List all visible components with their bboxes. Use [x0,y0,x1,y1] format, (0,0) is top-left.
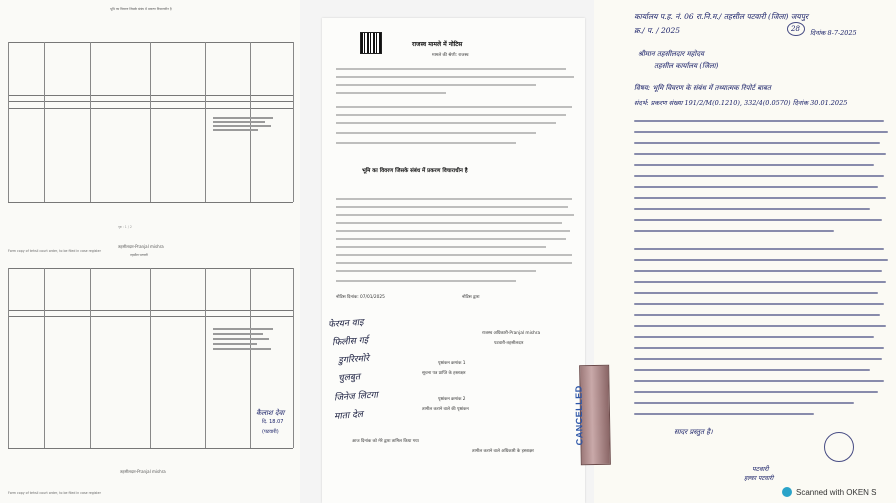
form-header-caption: भूमि का विवरण जिसके संबंध में प्रकरण विचाराधीन है [110,7,172,11]
report-addressee-place: तहसील कार्यालय (जिला) [654,62,719,70]
receipt-1-text: सूचना पत्र प्राप्ति के हस्ताक्षर [422,371,466,376]
serving-officer-sign: तामील कराने वाले अधिकारी के हस्ताक्षर [472,449,534,454]
notice-date: नोटिस दिनांक: 07/01/2025 [336,295,385,300]
signature-5: जिनेज लिटगा [333,390,379,404]
form-cell-text-bottom [213,325,283,353]
report-closing: सादर प्रस्तुत है। [674,428,713,436]
authority-title: पटवारी-तहसीलदार [494,341,524,346]
receipt-2-label: पृष्ठांकन क्रमांक 2 [438,397,466,402]
section-title: भूमि का विवरण जिसके संबंध में प्रकरण विचाराधीन है [362,168,468,174]
form-cell-text [213,115,283,133]
notice-heading: राजस्व मामले में नोटिस [412,41,463,48]
officer-title-top: तहसील पटवारी [130,253,148,257]
patwari-signature: कैलाश देवा [256,409,285,417]
signature-3: डुगरिरमोरे [337,353,370,367]
notice-page [322,18,585,503]
left-form-page [0,0,300,503]
report-header-date: दिनांक 8-7-2025 [810,29,857,37]
signature-6: माता देल [333,409,364,422]
signature-1: फेरयन वाइ [327,317,364,331]
signature-4: चुलबुत [337,372,361,384]
signature-2: फिलीस गई [331,335,369,349]
receipt-1-label: पृष्ठांकन क्रमांक 1 [438,361,466,366]
patwari-signature-role: (पटवारी) [262,429,279,435]
authority-signature: राजस्व अधिकारी-Pranjal mishra [482,331,541,336]
form-footer-top: Form copy of tehsil court order, to be filed in case register [8,249,101,253]
page-number: पृष्ठ : 1 / 2 [118,225,132,229]
notice-subheading: मामले की श्रेणी: राजस्व [432,53,469,58]
report-subject: विषय: भूमि विवरण के संबंध में तथ्यात्मक रिपोर्ट बाबत [634,84,771,92]
report-sign-place: हल्का पटवारी [744,475,774,482]
report-sign-name: पटवारी [752,465,769,473]
qr-code-icon [360,32,382,54]
scanner-watermark: Scanned with OKEN S [796,488,877,497]
service-note: आज दिनांक को मेरे द्वारा तामिल किया गया [352,439,419,444]
handwritten-report-page [594,0,896,503]
report-header-line2: क्र./ प. / 2025 [634,26,681,35]
official-seal-icon [824,432,854,462]
officer-signature-bottom: तहसीलदार-Pranjal mishra [120,469,166,474]
officer-signature-top: तहसीलदार-Pranjal mishra [118,244,164,249]
scanner-logo-icon [782,487,792,497]
notice-seal-label: नोटिस द्वारा [462,295,480,300]
stamp-cancelled-label: CANCELLED [573,385,585,446]
revenue-stamp [573,365,611,466]
patwari-signature-date: दि. 18.07 [262,419,284,425]
report-header-line1: कार्यालय प.ह. नं. 06 रा.नि.म./ तहसील पटवारी (जिला) जयपुर [634,12,809,21]
receipt-2-text: तामील कराने वाले की पृष्ठांकन [422,407,469,412]
report-addressee: श्रीमान तहसीलदार महोदय [638,50,704,58]
circled-number-text: 28 [791,25,800,33]
report-reference: संदर्भ: प्रकरण संख्या 191/2/M(0.1210), 332/4(0.0570) दिनांक 30.01.2025 [634,99,848,107]
form-footer-bottom: Form copy of tehsil court order, to be filed in case register [8,491,101,495]
